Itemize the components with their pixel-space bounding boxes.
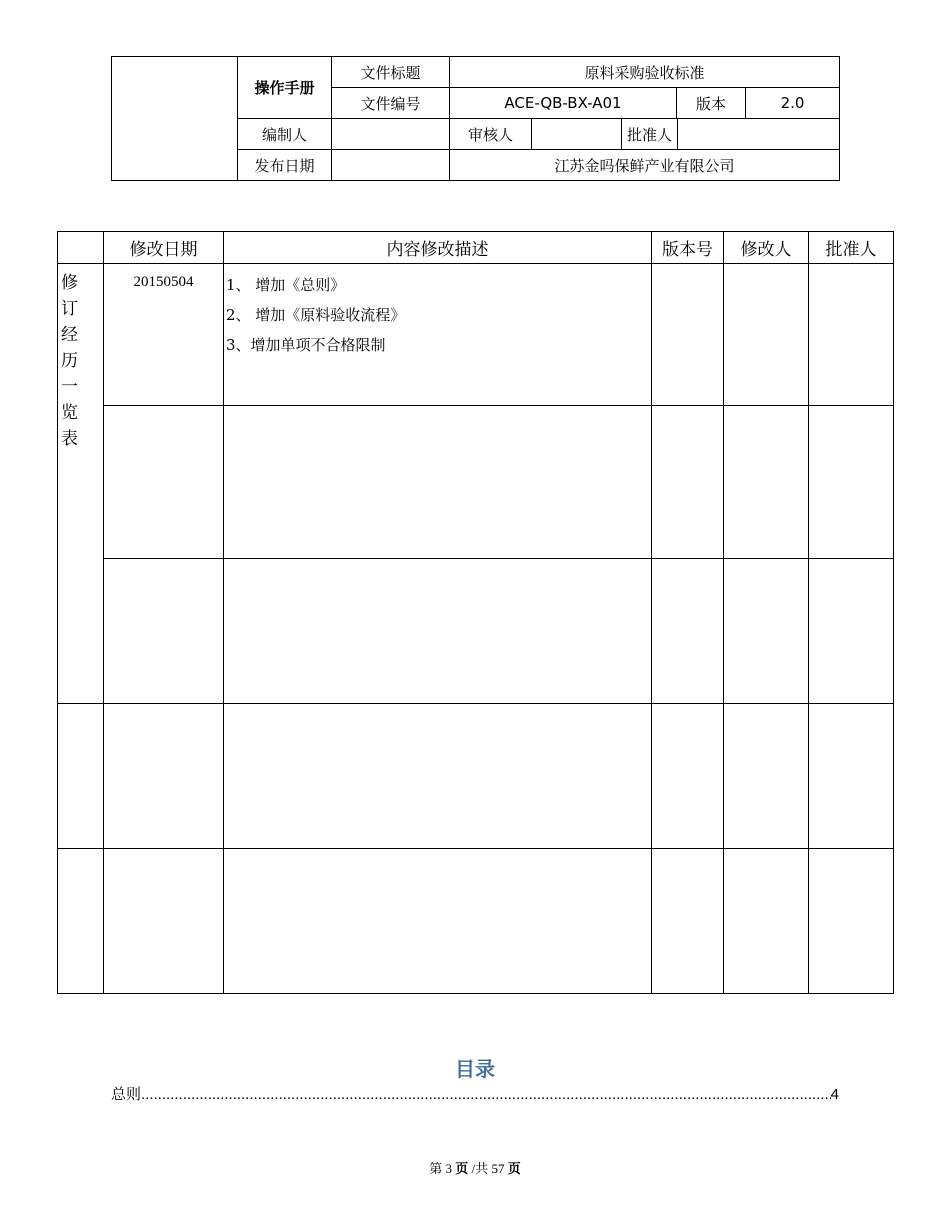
revision-description <box>224 704 652 849</box>
revision-date <box>104 704 224 849</box>
code-label: 文件编号 <box>332 88 450 119</box>
revision-header-row <box>58 232 894 264</box>
revision-version <box>652 704 724 849</box>
footer-current-page: 3 <box>445 1161 453 1176</box>
revision-date <box>104 559 224 704</box>
page-footer <box>0 1158 950 1177</box>
revision-description <box>224 559 652 704</box>
revision-modifier <box>724 264 809 406</box>
table-row <box>58 264 894 406</box>
author-label: 编制人 <box>238 119 332 150</box>
revision-version <box>652 264 724 406</box>
date-value <box>332 150 450 181</box>
revision-description <box>224 849 652 994</box>
revision-description <box>224 406 652 559</box>
manual-label: 操作手册 <box>238 57 332 119</box>
company-name: 江苏金吗保鲜产业有限公司 <box>450 150 840 181</box>
revision-modifier <box>724 559 809 704</box>
code-value: ACE-QB-BX-A01 <box>450 88 677 119</box>
description-line: 2、 增加《原料验收流程》 <box>226 306 406 324</box>
table-row <box>58 406 894 559</box>
col-header-version: 版本号 <box>652 232 724 264</box>
version-label: 版本 <box>677 88 746 119</box>
footer-total-pages: 57 <box>491 1161 505 1176</box>
revision-date <box>104 849 224 994</box>
title-value: 原料采购验收标准 <box>450 57 840 88</box>
toc-entry[interactable] <box>111 1083 839 1104</box>
revision-approver <box>809 559 894 704</box>
revision-approver <box>809 704 894 849</box>
table-row <box>58 704 894 849</box>
blank-corner-cell <box>58 232 104 264</box>
col-header-date: 修改日期 <box>104 232 224 264</box>
description-line: 1、 增加《总则》 <box>226 276 346 294</box>
revision-side-title: 修订经历一览表 <box>58 264 104 704</box>
revision-version <box>652 406 724 559</box>
revision-approver <box>809 264 894 406</box>
footer-prefix: 第 <box>429 1161 443 1176</box>
approver-label: 批准人 <box>622 119 678 150</box>
toc-entry-page[interactable]: 4 <box>830 1086 839 1103</box>
title-label: 文件标题 <box>332 57 450 88</box>
reviewer-label: 审核人 <box>450 119 532 150</box>
approver-value <box>678 119 840 150</box>
footer-page-word: 页 <box>455 1161 469 1176</box>
reviewer-value <box>532 119 622 150</box>
col-header-modifier: 修改人 <box>724 232 809 264</box>
description-line: 3、增加单项不合格限制 <box>226 336 386 354</box>
author-value <box>332 119 450 150</box>
side-blank-cell <box>58 704 104 849</box>
revision-description <box>224 264 652 406</box>
side-blank-cell <box>58 849 104 994</box>
logo-cell <box>112 57 238 181</box>
revision-version <box>652 559 724 704</box>
document-header-table <box>111 56 840 181</box>
toc-title: 目录 <box>455 1057 495 1081</box>
table-row <box>58 559 894 704</box>
revision-approver <box>809 406 894 559</box>
revision-version <box>652 849 724 994</box>
col-header-description: 内容修改描述 <box>224 232 652 264</box>
footer-separator: /共 <box>471 1161 489 1176</box>
col-header-approver: 批准人 <box>809 232 894 264</box>
toc-dot-leader <box>141 1086 831 1103</box>
toc-entry-label[interactable]: 总则 <box>111 1086 142 1103</box>
date-label: 发布日期 <box>238 150 332 181</box>
revision-modifier <box>724 704 809 849</box>
revision-date <box>104 406 224 559</box>
revision-approver <box>809 849 894 994</box>
revision-modifier <box>724 849 809 994</box>
footer-page-word-2: 页 <box>507 1161 521 1176</box>
revision-modifier <box>724 406 809 559</box>
revision-date: 20150504 <box>104 264 224 406</box>
version-value: 2.0 <box>746 88 840 119</box>
revision-history-table <box>57 231 894 994</box>
table-row <box>58 849 894 994</box>
